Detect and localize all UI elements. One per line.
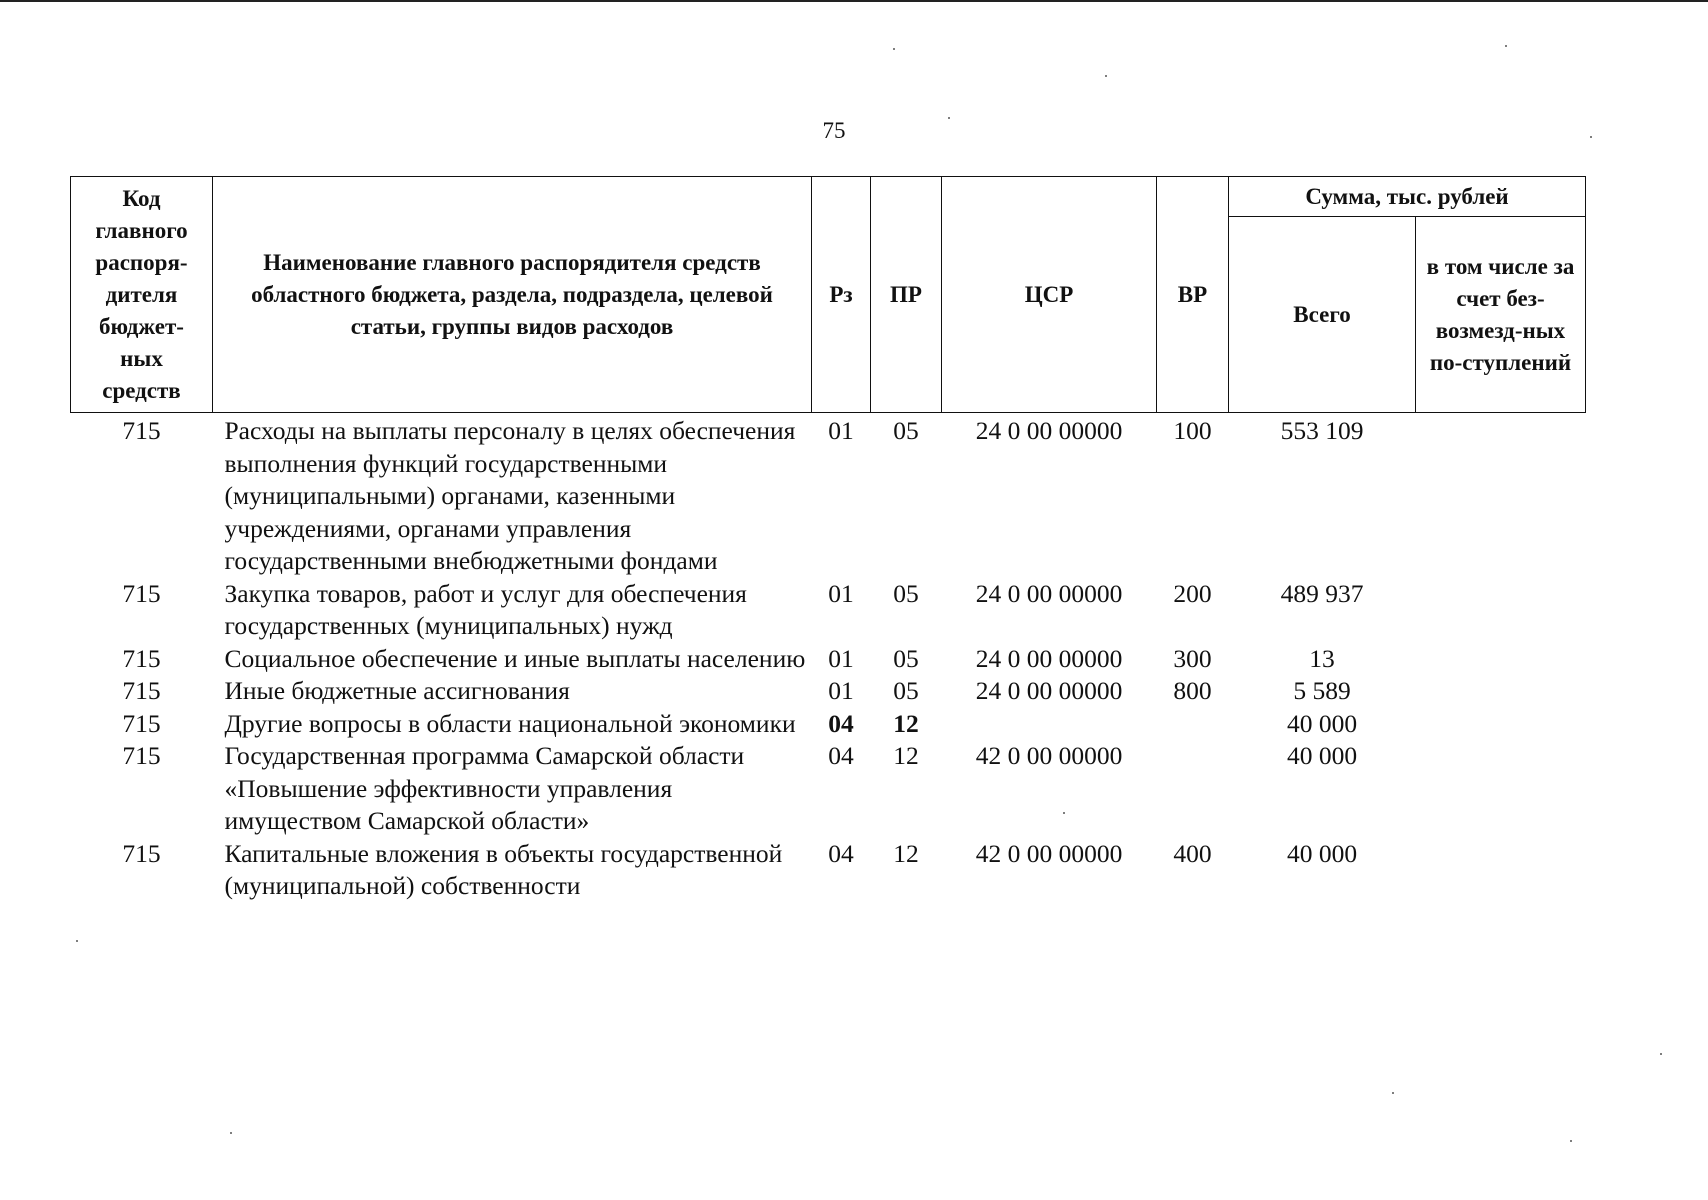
header-csr: ЦСР xyxy=(942,177,1157,413)
cell-grants xyxy=(1416,838,1586,903)
header-vr: ВР xyxy=(1157,177,1229,413)
page-number: 75 xyxy=(822,118,846,143)
table-row xyxy=(71,675,1586,708)
cell-csr: 42 0 00 00000 xyxy=(975,741,1123,770)
header-name-text: Наименование главного распорядителя средств областного бюджета, раздела, подраздела, целевой статьи, группы видов расходов xyxy=(251,249,773,339)
scan-speck xyxy=(1590,136,1592,138)
cell-pr: 05 xyxy=(893,416,919,445)
cell-vr: 200 xyxy=(1173,578,1212,608)
header-grants xyxy=(1416,217,1586,413)
cell-grants xyxy=(1416,675,1586,708)
cell-name: Расходы на выплаты персоналу в целях обеспечения выполнения функций государственными (муниципальными) органами, казенными учреждениями, органами управления государственными внебюджетными фондами xyxy=(224,416,796,575)
cell-vr xyxy=(1157,708,1229,741)
cell-vr: 800 xyxy=(1173,676,1212,705)
scan-speck xyxy=(948,117,950,119)
header-code xyxy=(71,177,213,413)
table-header xyxy=(71,177,1586,413)
cell-name: Иные бюджетные ассигнования xyxy=(224,676,570,705)
scan-speck xyxy=(230,1132,232,1134)
cell-name: Другие вопросы в области национальной экономики xyxy=(224,708,796,738)
cell-vr: 400 xyxy=(1173,838,1212,868)
cell-grants xyxy=(1416,740,1586,838)
table-row xyxy=(71,413,1586,578)
budget-table xyxy=(70,176,1586,903)
cell-csr: 24 0 00 00000 xyxy=(975,643,1123,673)
cell-code: 715 xyxy=(122,643,161,673)
cell-csr: 42 0 00 00000 xyxy=(975,838,1123,868)
scan-speck xyxy=(893,48,895,50)
header-name xyxy=(213,177,812,413)
scan-speck xyxy=(1063,812,1065,814)
cell-pr: 12 xyxy=(893,708,919,738)
cell-code: 715 xyxy=(122,838,161,868)
header-code-text: Код главного распоря-дителя бюджет-ных средств xyxy=(95,185,188,403)
cell-name: Социальное обеспечение и иные выплаты населению xyxy=(224,643,806,673)
header-sum-group: Сумма, тыс. рублей xyxy=(1229,177,1586,217)
cell-pr: 05 xyxy=(893,676,919,705)
cell-rz: 04 xyxy=(828,741,854,770)
cell-name: Государственная программа Самарской области «Повышение эффективности управления имуществом Самарской области» xyxy=(224,741,745,835)
cell-grants xyxy=(1416,708,1586,741)
cell-code: 715 xyxy=(122,578,161,608)
cell-grants xyxy=(1416,643,1586,676)
cell-total: 40 000 xyxy=(1286,838,1358,868)
cell-name: Капитальные вложения в объекты государственной (муниципальной) собственности xyxy=(224,838,783,900)
cell-total: 40 000 xyxy=(1286,741,1358,770)
cell-csr: 24 0 00 00000 xyxy=(975,676,1123,705)
table-body xyxy=(71,413,1586,903)
cell-code: 715 xyxy=(122,708,161,738)
cell-vr: 100 xyxy=(1173,416,1212,445)
cell-total: 553 109 xyxy=(1280,416,1364,445)
table-row xyxy=(71,838,1586,903)
scan-speck xyxy=(1105,75,1107,77)
scan-speck xyxy=(1392,1092,1394,1094)
cell-pr: 05 xyxy=(893,643,919,673)
table-row xyxy=(71,578,1586,643)
cell-total: 489 937 xyxy=(1280,578,1364,608)
header-pr: ПР xyxy=(871,177,942,413)
header-total: Всего xyxy=(1229,217,1416,413)
cell-code: 715 xyxy=(122,741,161,770)
table-row xyxy=(71,740,1586,838)
header-grants-text: в том числе за счет без-возмезд-ных по-ступлений xyxy=(1426,253,1575,375)
cell-rz: 04 xyxy=(828,838,854,868)
cell-pr: 12 xyxy=(893,741,919,770)
cell-vr xyxy=(1157,740,1229,838)
header-rz: Рз xyxy=(812,177,871,413)
scan-speck xyxy=(1660,1053,1662,1055)
cell-csr: 24 0 00 00000 xyxy=(975,416,1123,445)
cell-total: 13 xyxy=(1309,643,1335,673)
cell-code: 715 xyxy=(122,676,161,705)
cell-total: 40 000 xyxy=(1286,708,1358,738)
table-row xyxy=(71,643,1586,676)
cell-name: Закупка товаров, работ и услуг для обеспечения государственных (муниципальных) нужд xyxy=(224,578,747,640)
scan-speck xyxy=(1505,45,1507,47)
cell-code: 715 xyxy=(122,416,161,445)
cell-grants xyxy=(1416,578,1586,643)
scan-speck xyxy=(1570,1140,1572,1142)
cell-rz: 04 xyxy=(828,708,854,738)
cell-grants xyxy=(1416,413,1586,578)
cell-csr: 24 0 00 00000 xyxy=(975,578,1123,608)
cell-rz: 01 xyxy=(828,676,854,705)
cell-rz: 01 xyxy=(828,643,854,673)
table-row xyxy=(71,708,1586,741)
cell-rz: 01 xyxy=(828,578,854,608)
cell-vr: 300 xyxy=(1173,643,1212,673)
cell-pr: 05 xyxy=(893,578,919,608)
cell-rz: 01 xyxy=(828,416,854,445)
cell-csr xyxy=(942,708,1157,741)
cell-pr: 12 xyxy=(893,838,919,868)
cell-total: 5 589 xyxy=(1293,676,1351,705)
top-rule xyxy=(0,0,1708,2)
scan-speck xyxy=(76,940,78,942)
